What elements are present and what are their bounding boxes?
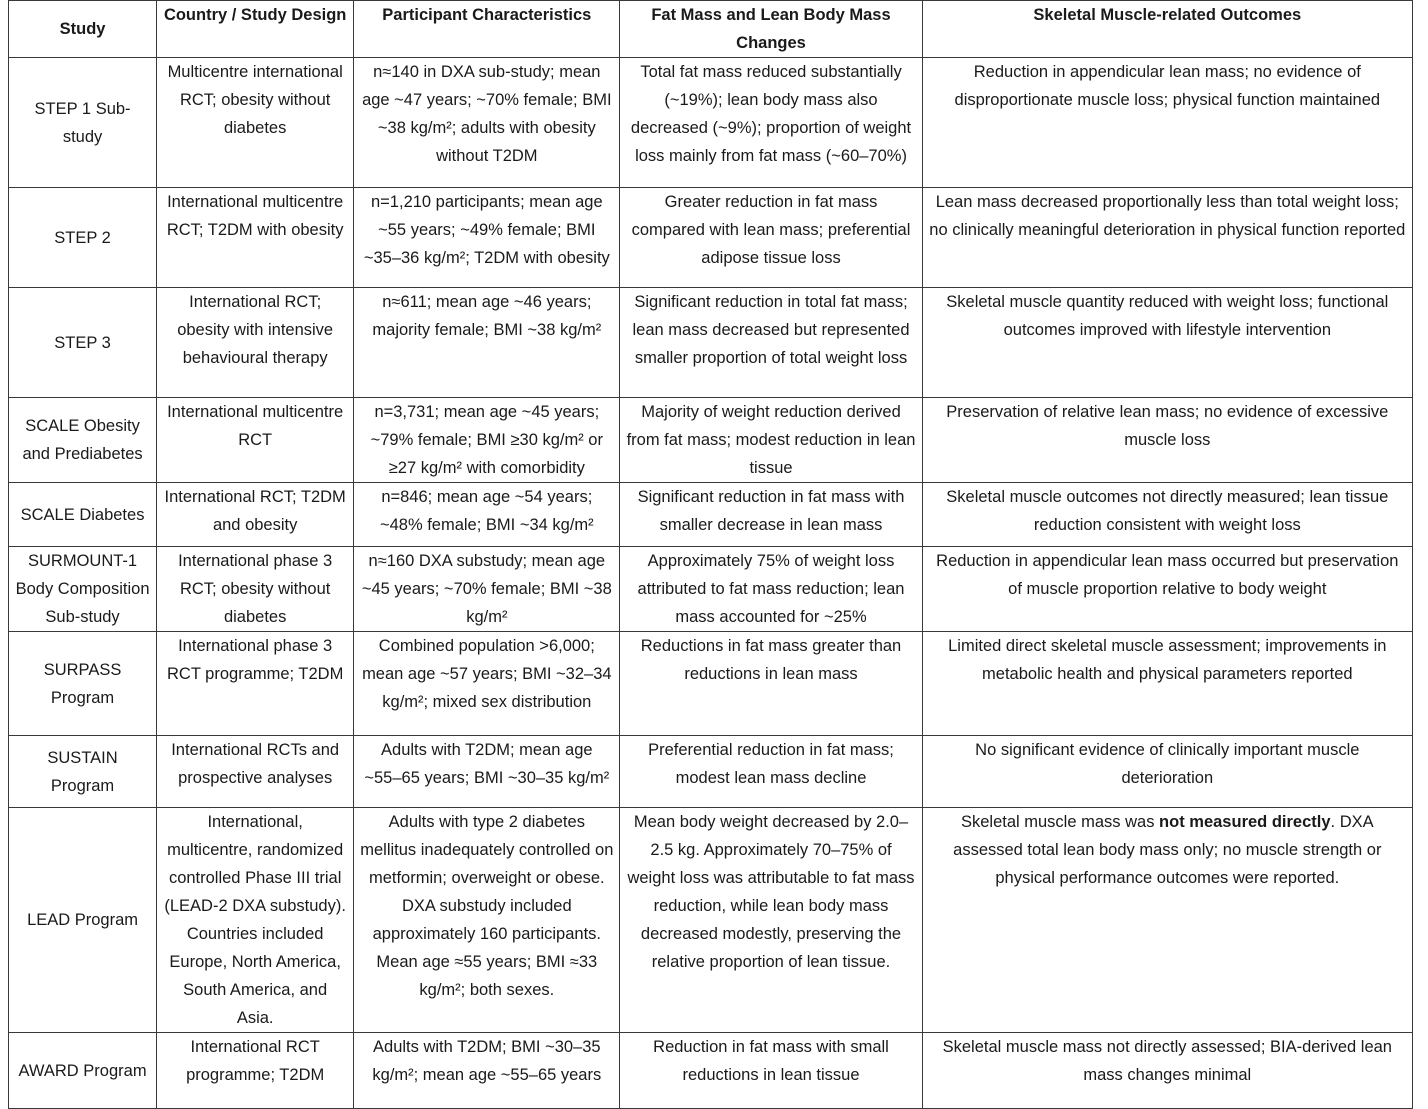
table-row [9, 547, 1413, 632]
table-row [9, 483, 1413, 547]
muscle-outcomes: Lean mass decreased proportionally less than total weight loss; no clinically meaningful deterioration in physical function reported [922, 188, 1412, 288]
table-row [9, 288, 1413, 398]
study-design: Multicentre international RCT; obesity without diabetes [157, 58, 354, 188]
study-comparison-table [8, 0, 1413, 1109]
muscle-outcomes: Skeletal muscle mass not directly assessed; BIA-derived lean mass changes minimal [922, 1033, 1412, 1109]
muscle-outcome-text: . DXA assessed total lean body mass only; no muscle strength or physical performance outcomes were reported. [953, 813, 1382, 887]
table-row [9, 808, 1413, 1033]
participant-characteristics: Adults with T2DM; BMI ~30–35 kg/m²; mean age ~55–65 years [354, 1033, 620, 1109]
header-row [9, 1, 1413, 58]
muscle-outcomes [922, 808, 1412, 1033]
study-design: International phase 3 RCT; obesity without diabetes [157, 547, 354, 632]
study-design: International RCTs and prospective analyses [157, 736, 354, 808]
study-design: International, multicentre, randomized controlled Phase III trial (LEAD-2 DXA substudy). Countries included Europe, North America, South America, and Asia. [157, 808, 354, 1033]
fat-lean-changes: Reduction in fat mass with small reductions in lean tissue [620, 1033, 922, 1109]
study-name: SCALE Obesity and Prediabetes [9, 398, 157, 483]
fat-lean-changes: Approximately 75% of weight loss attributed to fat mass reduction; lean mass accounted for ~25% [620, 547, 922, 632]
study-name: SUSTAIN Program [9, 736, 157, 808]
muscle-outcomes: No significant evidence of clinically important muscle deterioration [922, 736, 1412, 808]
muscle-outcomes: Reduction in appendicular lean mass occurred but preservation of muscle proportion relative to body weight [922, 547, 1412, 632]
study-design: International multicentre RCT; T2DM with obesity [157, 188, 354, 288]
muscle-outcomes: Reduction in appendicular lean mass; no evidence of disproportionate muscle loss; physical function maintained [922, 58, 1412, 188]
study-name: STEP 1 Sub-study [9, 58, 157, 188]
fat-lean-changes: Majority of weight reduction derived from fat mass; modest reduction in lean tissue [620, 398, 922, 483]
participant-characteristics: n≈611; mean age ~46 years; majority female; BMI ~38 kg/m² [354, 288, 620, 398]
muscle-outcomes: Limited direct skeletal muscle assessment; improvements in metabolic health and physical parameters reported [922, 632, 1412, 736]
participant-characteristics: n≈160 DXA substudy; mean age ~45 years; ~70% female; BMI ~38 kg/m² [354, 547, 620, 632]
fat-lean-changes: Mean body weight decreased by 2.0–2.5 kg. Approximately 70–75% of weight loss was attributable to fat mass reduction, while lean body mass decreased modestly, preserving the relative proportion of lean tissue. [620, 808, 922, 1033]
study-name: SURMOUNT-1 Body Composition Sub-study [9, 547, 157, 632]
study-name: SCALE Diabetes [9, 483, 157, 547]
muscle-outcome-emphasis: not measured directly [1159, 813, 1331, 831]
muscle-outcome-text: Skeletal muscle mass was [960, 813, 1160, 831]
table-row [9, 1033, 1413, 1109]
table-row [9, 736, 1413, 808]
header-muscle: Skeletal Muscle-related Outcomes [922, 1, 1412, 58]
study-name: STEP 2 [9, 188, 157, 288]
participant-characteristics: Adults with type 2 diabetes mellitus inadequately controlled on metformin; overweight or obese. DXA substudy included approximately 160 participants. Mean age ≈55 years; BMI ≈33 kg/m²; both sexes. [354, 808, 620, 1033]
fat-lean-changes: Reductions in fat mass greater than reductions in lean mass [620, 632, 922, 736]
table-row [9, 632, 1413, 736]
fat-lean-changes: Significant reduction in total fat mass; lean mass decreased but represented smaller proportion of total weight loss [620, 288, 922, 398]
muscle-outcomes: Skeletal muscle quantity reduced with weight loss; functional outcomes improved with lifestyle intervention [922, 288, 1412, 398]
fat-lean-changes: Total fat mass reduced substantially (~19%); lean body mass also decreased (~9%); proportion of weight loss mainly from fat mass (~60–70%) [620, 58, 922, 188]
study-design: International RCT programme; T2DM [157, 1033, 354, 1109]
study-design: International phase 3 RCT programme; T2DM [157, 632, 354, 736]
fat-lean-changes: Significant reduction in fat mass with smaller decrease in lean mass [620, 483, 922, 547]
study-design: International RCT; T2DM and obesity [157, 483, 354, 547]
table-row [9, 188, 1413, 288]
header-fat-lean: Fat Mass and Lean Body Mass Changes [620, 1, 922, 58]
muscle-outcomes: Skeletal muscle outcomes not directly measured; lean tissue reduction consistent with weight loss [922, 483, 1412, 547]
header-participants: Participant Characteristics [354, 1, 620, 58]
study-name: LEAD Program [9, 808, 157, 1033]
study-design: International RCT; obesity with intensive behavioural therapy [157, 288, 354, 398]
table-row [9, 398, 1413, 483]
header-study: Study [9, 1, 157, 58]
participant-characteristics: n=846; mean age ~54 years; ~48% female; BMI ~34 kg/m² [354, 483, 620, 547]
study-design: International multicentre RCT [157, 398, 354, 483]
fat-lean-changes: Preferential reduction in fat mass; modest lean mass decline [620, 736, 922, 808]
fat-lean-changes: Greater reduction in fat mass compared with lean mass; preferential adipose tissue loss [620, 188, 922, 288]
study-name: SURPASS Program [9, 632, 157, 736]
table-row [9, 58, 1413, 188]
header-design: Country / Study Design [157, 1, 354, 58]
participant-characteristics: n≈140 in DXA sub-study; mean age ~47 years; ~70% female; BMI ~38 kg/m²; adults with obesity without T2DM [354, 58, 620, 188]
participant-characteristics: n=3,731; mean age ~45 years; ~79% female; BMI ≥30 kg/m² or ≥27 kg/m² with comorbidity [354, 398, 620, 483]
participant-characteristics: n=1,210 participants; mean age ~55 years; ~49% female; BMI ~35–36 kg/m²; T2DM with obesity [354, 188, 620, 288]
muscle-outcomes: Preservation of relative lean mass; no evidence of excessive muscle loss [922, 398, 1412, 483]
participant-characteristics: Adults with T2DM; mean age ~55–65 years; BMI ~30–35 kg/m² [354, 736, 620, 808]
study-name: STEP 3 [9, 288, 157, 398]
study-name: AWARD Program [9, 1033, 157, 1109]
participant-characteristics: Combined population >6,000; mean age ~57 years; BMI ~32–34 kg/m²; mixed sex distribution [354, 632, 620, 736]
